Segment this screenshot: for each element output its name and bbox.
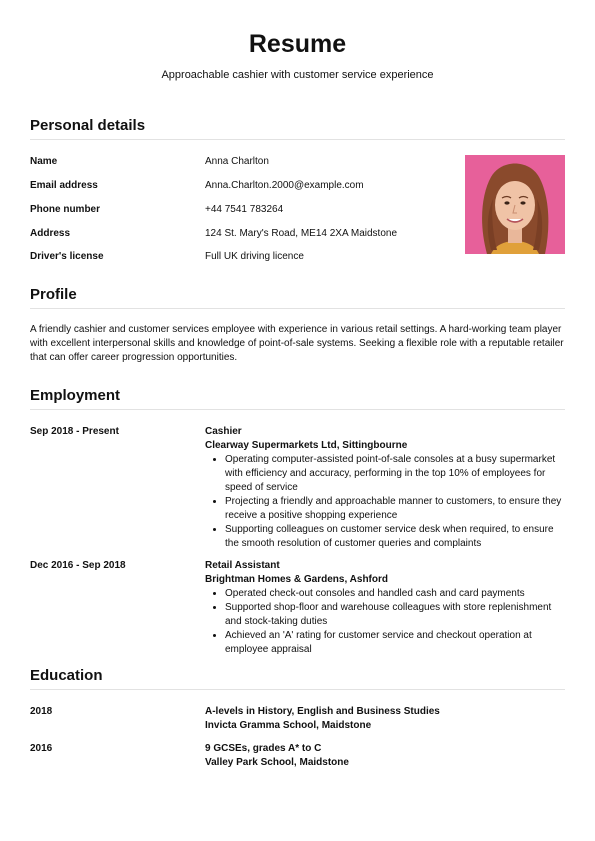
resume-title: Resume: [248, 30, 347, 58]
job-duty: • Supporting colleagues on customer service desk when required, to ensure the smooth resolution of customer queries and complaints: [225, 523, 567, 551]
address-label: Address: [30, 228, 71, 239]
job-title: Retail Assistant: [205, 560, 280, 571]
education-school: Invicta Gramma School, Maidstone: [205, 720, 372, 731]
profile-photo: [465, 155, 565, 254]
drivers-license-label: Driver's license: [30, 251, 104, 262]
job-title: Cashier: [205, 426, 242, 437]
job-dates: Sep 2018 - Present: [30, 426, 119, 437]
email-label: Email address: [30, 180, 98, 191]
drivers-license-value: Full UK driving licence: [205, 251, 304, 262]
job-duty: • Operated check-out consoles and handled cash and card payments: [225, 587, 567, 601]
job-dates: Dec 2016 - Sep 2018: [30, 560, 126, 571]
section-divider: [30, 139, 565, 140]
education-year: 2016: [30, 743, 53, 754]
section-divider: [30, 308, 565, 309]
job-duty: • Achieved an 'A' rating for customer service and checkout operation at employee appraisal: [225, 629, 567, 657]
name-label: Name: [30, 156, 58, 167]
education-school: Valley Park School, Maidstone: [205, 757, 349, 768]
email-value: Anna.Charlton.2000@example.com: [205, 180, 364, 191]
address-value: 124 St. Mary's Road, ME14 2XA Maidstone: [205, 228, 398, 239]
profile-heading: Profile: [30, 286, 77, 303]
job-duty: • Operating computer-assisted point-of-sale consoles at a busy supermarket with efficiency and accuracy, performing in the top 10% of employees for speed of service: [225, 453, 567, 495]
education-qualification: 9 GCSEs, grades A* to C: [205, 743, 322, 754]
education-entry: [205, 705, 567, 733]
profile-summary: A friendly cashier and customer services employee with experience in various retail settings. A hard-working team player with excellent interpersonal skills and knowledge of point-of-sale systems. Seeking a flexible role with a reputable retailer that can offer career progression opportunities.: [30, 324, 564, 363]
portrait-illustration: [465, 155, 565, 254]
education-qualification: A-levels in History, English and Business Studies: [205, 706, 440, 717]
job-company: Clearway Supermarkets Ltd, Sittingbourne: [205, 440, 408, 451]
phone-label: Phone number: [30, 204, 101, 215]
job-duty: • Supported shop-floor and warehouse colleagues with store replenishment and stock-taking duties: [225, 601, 567, 629]
job-duties-list: [205, 587, 567, 657]
section-divider: [30, 689, 565, 690]
resume-subtitle: Approachable cashier with customer service experience: [161, 69, 434, 81]
phone-value: +44 7541 783264: [205, 204, 284, 215]
job-duty: • Projecting a friendly and approachable manner to customers, to ensure they receive a positive shopping experience: [225, 495, 567, 523]
section-divider: [30, 409, 565, 410]
employment-heading: Employment: [30, 387, 121, 404]
job-duties-list: [205, 453, 567, 551]
job-entry: [205, 425, 567, 551]
job-company: Brightman Homes & Gardens, Ashford: [205, 574, 388, 585]
job-entry: [205, 559, 567, 657]
education-year: 2018: [30, 706, 53, 717]
education-heading: Education: [30, 667, 103, 684]
name-value: Anna Charlton: [205, 156, 269, 167]
personal-details-heading: Personal details: [30, 117, 146, 134]
education-entry: [205, 742, 567, 770]
